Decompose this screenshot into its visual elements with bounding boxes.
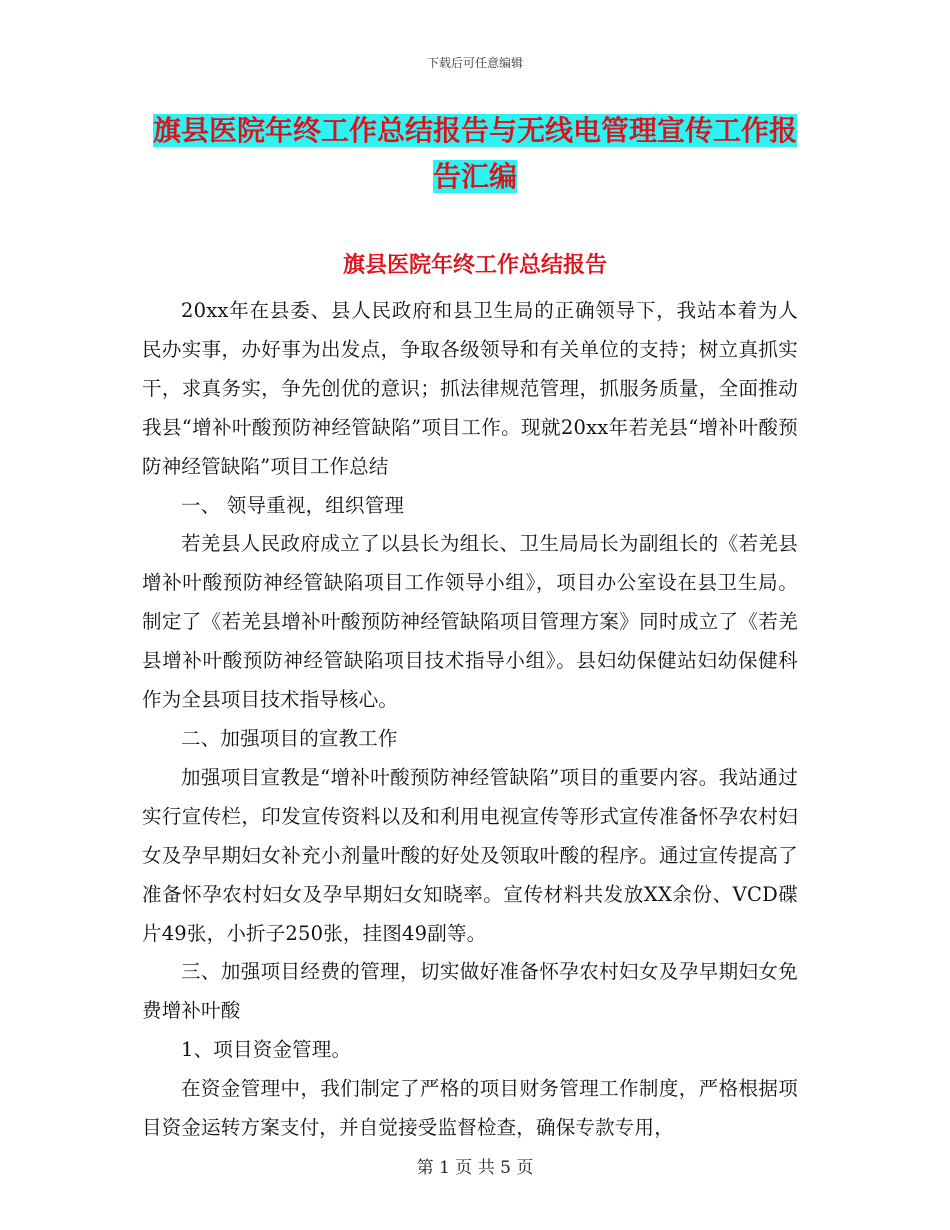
paragraph-leadership: 若羌县人民政府成立了以县长为组长、卫生局局长为副组长的《若羌县增补叶酸预防神经管缺陷项目工作领导小组》，项目办公室设在县卫生局。制定了《若羌县增补叶酸预防神经管缺陷项目管理方案》同时成立了《若羌县增补叶酸预防神经管缺陷项目技术指导小组》。县妇幼保健站妇幼保健科作为全县项目技术指导核心。 bbox=[142, 532, 798, 712]
page-number: 第 1 页 共 5 页 bbox=[416, 1158, 534, 1178]
document-title bbox=[140, 108, 810, 200]
heading-leadership: 一、 领导重视，组织管理 bbox=[181, 493, 405, 517]
heading-publicity: 二、加强项目的宣教工作 bbox=[181, 726, 398, 750]
heading-fund-management: 1、项目资金管理。 bbox=[181, 1038, 352, 1062]
paragraph-fund-management: 在资金管理中，我们制定了严格的项目财务管理工作制度，严格根据项目资金运转方案支付，并自觉接受监督检查，确保专款专用， bbox=[142, 1077, 798, 1140]
section-title: 旗县医院年终工作总结报告 bbox=[342, 253, 607, 278]
paragraph-publicity: 加强项目宣教是“增补叶酸预防神经管缺陷”项目的重要内容。我站通过实行宣传栏，印发宣传资料以及和利用电视宣传等形式宣传准备怀孕农村妇女及孕早期妇女补充小剂量叶酸的好处及领取叶酸的程序。通过宣传提高了准备怀孕农村妇女及孕早期妇女知晓率。宣传材料共发放XX余份、VCD碟片49张，小折子250张，挂图49副等。 bbox=[142, 765, 798, 945]
document-title-line-1: 旗县医院年终工作总结报告与无线电管理宣传工作报 bbox=[152, 114, 797, 147]
heading-funds: 三、加强项目经费的管理，切实做好准备怀孕农村妇女及孕早期妇女免费增补叶酸 bbox=[142, 960, 798, 1023]
document-body bbox=[142, 292, 798, 1148]
page-header: 下载后可任意编辑 bbox=[426, 56, 523, 70]
document-title-line-2: 告汇编 bbox=[432, 160, 517, 193]
paragraph-intro: 20xx年在县委、县人民政府和县卫生局的正确领导下，我站本着为人民办实事，办好事为出发点，争取各级领导和有关单位的支持；树立真抓实干，求真务实，争先创优的意识；抓法律规范管理，抓服务质量，全面推动我县“增补叶酸预防神经管缺陷”项目工作。现就20xx年若羌县“增补叶酸预防神经管缺陷”项目工作总结 bbox=[142, 299, 798, 478]
